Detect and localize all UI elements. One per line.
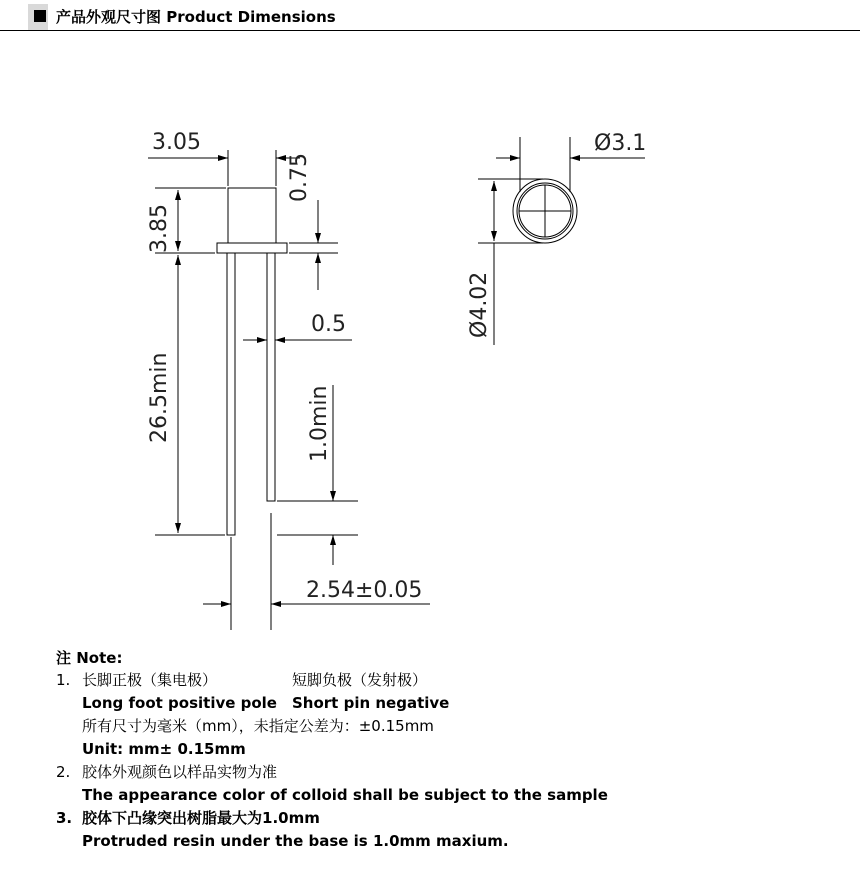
page-title-en: Product Dimensions [166,8,336,26]
note-3-number: 3. [56,809,73,827]
page-title-cn: 产品外观尺寸图 [56,8,162,26]
label-lead-length: 26.5min [147,352,172,443]
label-flange-diameter: Ø4.02 [467,271,492,338]
long-lead [227,253,235,535]
label-body-width: 3.05 [152,130,201,155]
note-3-cn: 胶体下凸缘突出树脂最大为1.0mm [82,809,320,827]
note-1-cn-b: 短脚负极（发射极） [292,671,428,689]
notes-heading-cn: 注 [56,649,72,667]
label-pin-difference: 1.0min [307,385,332,462]
note-1-en-2: Unit: mm± 0.15mm [82,740,246,758]
led-body [228,188,276,243]
note-1-en-b: Short pin negative [292,694,450,712]
note-2-cn: 胶体外观颜色以样品实物为准 [82,763,278,781]
notes-heading [56,648,122,668]
led-flange [217,243,287,253]
label-flange-thickness: 0.75 [287,153,312,202]
notes-heading-en: Note: [76,649,123,667]
note-1-number: 1. [56,671,71,689]
note-2-number: 2. [56,763,71,781]
label-pin-pitch: 2.54±0.05 [306,578,423,603]
note-1-cn-a: 长脚正极（集电极） [82,671,218,689]
note-1-cn-2: 所有尺寸为毫米（mm），未指定公差为：±0.15mm [82,717,434,735]
short-lead [267,253,275,501]
label-lens-diameter: Ø3.1 [594,131,647,156]
note-3-en: Protruded resin under the base is 1.0mm maxium. [82,832,509,850]
label-body-height: 3.85 [147,204,172,253]
label-pin-width: 0.5 [311,312,346,337]
note-2-en: The appearance color of colloid shall be subject to the sample [82,786,608,804]
note-1-en-a: Long foot positive pole [82,694,277,712]
